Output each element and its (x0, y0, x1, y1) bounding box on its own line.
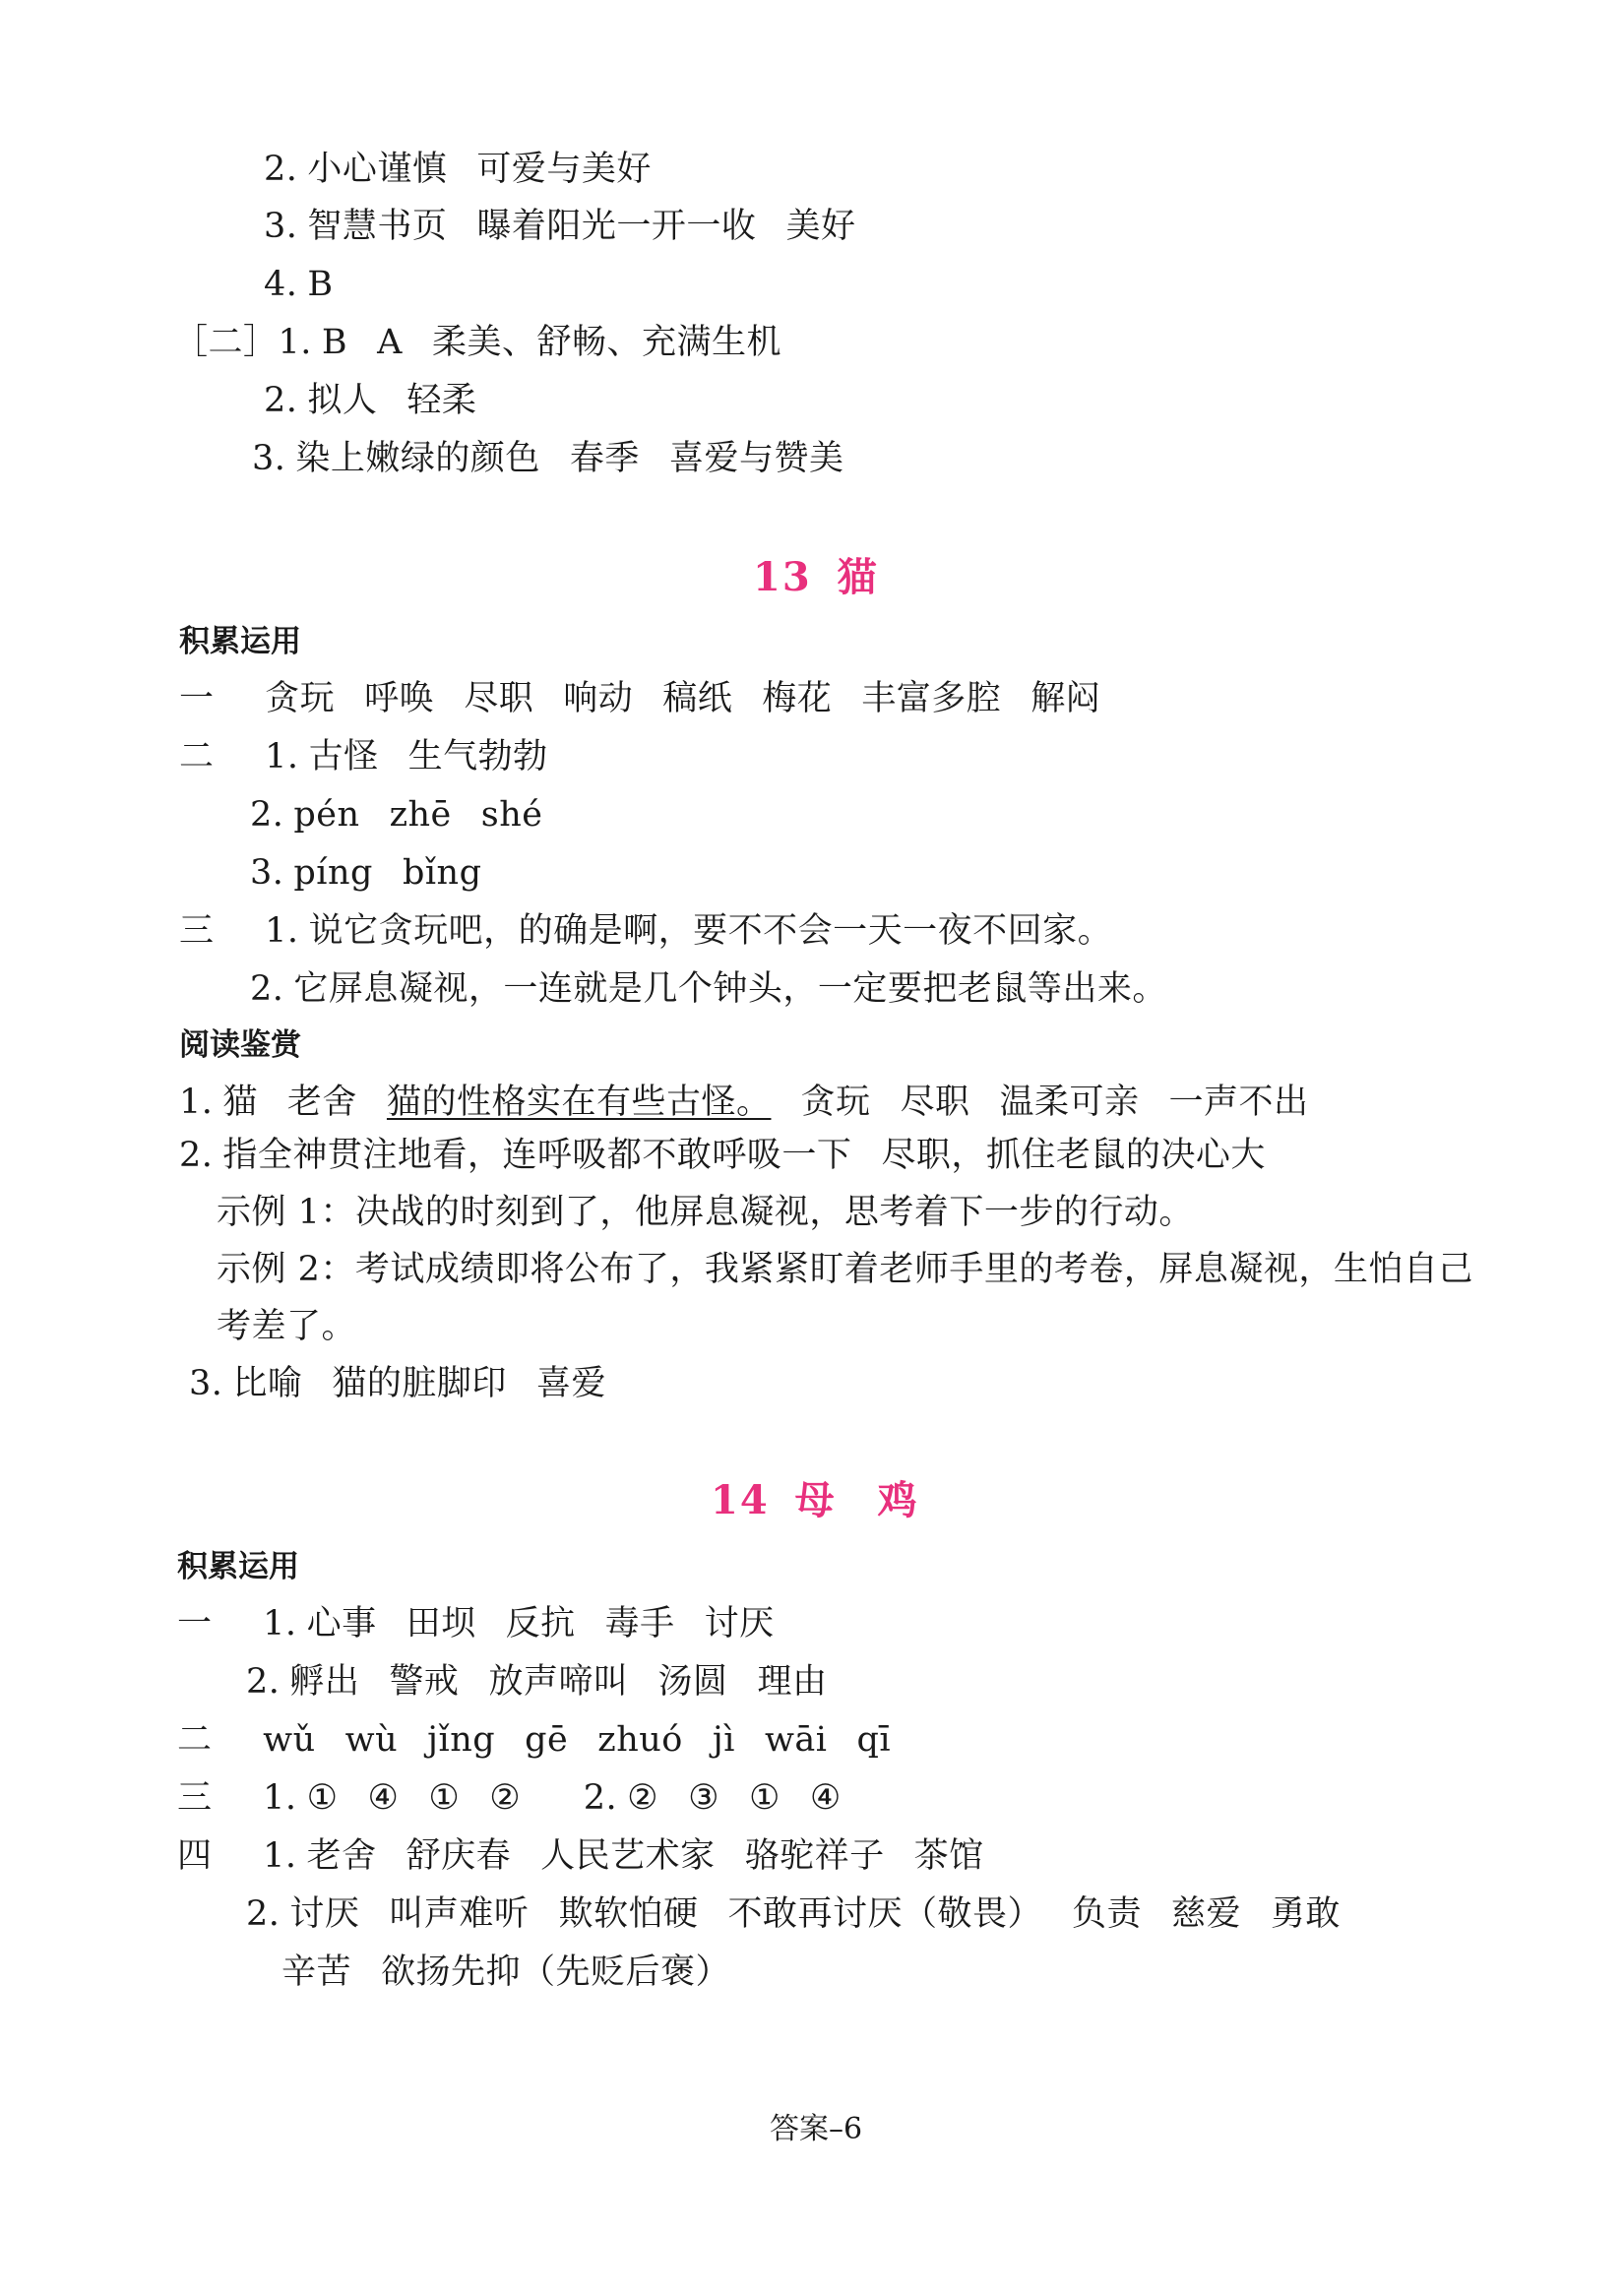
s13-reading-1: 1. 猫 老舍 猫的性格实在有些古怪。 贪玩 尽职 温柔可亲 一声不出 (179, 1083, 1309, 1122)
s14-q1-1: 一 1. 心事 田坝 反抗 毒手 讨厌 (177, 1604, 775, 1643)
s13-reading-3: 3. 比喻 猫的脏脚印 喜爱 (189, 1364, 606, 1403)
s14-q4-2-cont: 辛苦 欲扬先抑（先贬后褒） (281, 1953, 731, 1992)
s13-reading-2-example-2-cont: 考差了。 (217, 1307, 357, 1346)
s14-q1-2: 2. 孵出 警戒 放声啼叫 汤圆 理由 (246, 1662, 828, 1702)
s13-q3-1: 三 1. 说它贪玩吧，的确是啊，要不不会一天一夜不回家。 (179, 911, 1113, 951)
s14-q2: 二 wǔ wù jǐng gē zhuó jì wāi qī (177, 1720, 892, 1760)
s13-q2-3: 3. píng bǐng (250, 853, 482, 893)
s14-heading-accumulate: 积累运用 (177, 1549, 299, 1584)
prev-line-4: 4. B (264, 265, 334, 304)
s14-q3: 三 1. ① ④ ① ② 2. ② ③ ① ④ (177, 1778, 842, 1818)
s13-q1: 一 贪玩 呼唤 尽职 响动 稿纸 梅花 丰富多腔 解闷 (179, 679, 1101, 718)
s13-q3-2: 2. 它屏息凝视，一连就是几个钟头，一定要把老鼠等出来。 (250, 969, 1167, 1009)
s13-heading-reading: 阅读鉴赏 (179, 1027, 301, 1063)
page-number: 答案–6 (770, 2112, 863, 2146)
s14-q4-1: 四 1. 老舍 舒庆春 人民艺术家 骆驼祥子 茶馆 (177, 1836, 984, 1876)
s14-q4-2: 2. 讨厌 叫声难听 欺软怕硬 不敢再讨厌（敬畏） 负责 慈爱 勇敢 (246, 1894, 1342, 1934)
prev-sub-2-line-3: 3. 染上嫩绿的颜色 春季 喜爱与赞美 (252, 439, 844, 478)
prev-sub-2-line-1: ［二］1. B A 柔美、舒畅、充满生机 (173, 323, 781, 362)
s13-reading-2: 2. 指全神贯注地看，连呼吸都不敢呼吸一下 尽职，抓住老鼠的决心大 (179, 1136, 1266, 1175)
s13-reading-2-example-2: 示例 2：考试成绩即将公布了，我紧紧盯着老师手里的考卷，屏息凝视，生怕自己 (217, 1250, 1473, 1289)
prev-line-3: 3. 智慧书页 曝着阳光一开一收 美好 (264, 207, 856, 246)
s13-heading-accumulate: 积累运用 (179, 624, 301, 659)
section-13-title: 13 猫 (753, 554, 879, 600)
s13-q2-2: 2. pén zhē shé (250, 795, 543, 835)
s13-reading-2-example-1: 示例 1：决战的时刻到了，他屏息凝视，思考着下一步的行动。 (217, 1193, 1194, 1232)
section-14-title: 14 母 鸡 (711, 1477, 919, 1523)
prev-sub-2-line-2: 2. 拟人 轻柔 (264, 381, 477, 420)
s13-q2-1: 二 1. 古怪 生气勃勃 (179, 737, 548, 776)
prev-line-2: 2. 小心谨慎 可爱与美好 (264, 150, 652, 189)
